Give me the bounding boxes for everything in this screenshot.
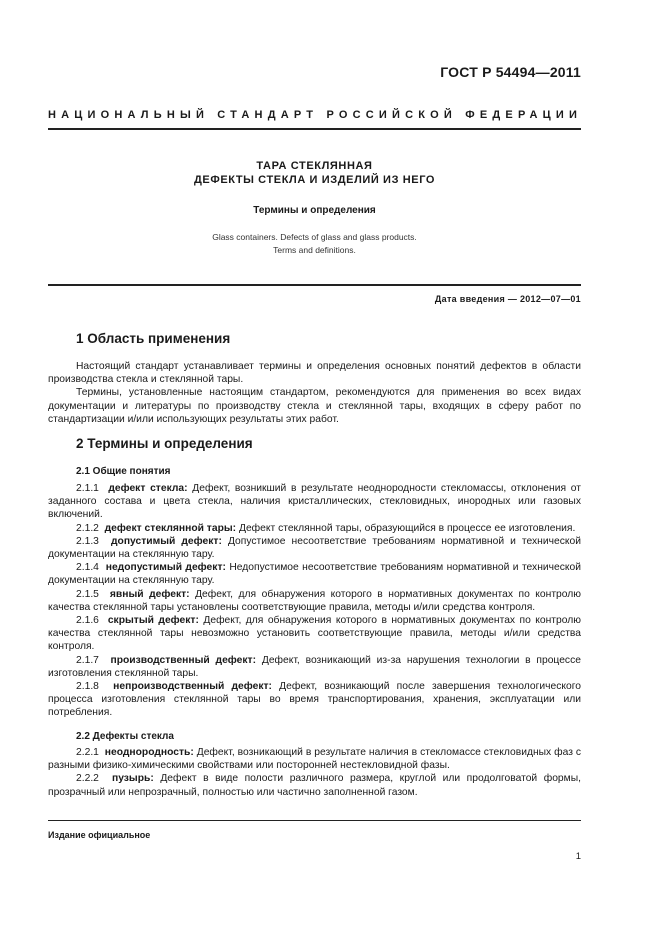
term-entry — [48, 746, 581, 772]
term-entry — [48, 654, 581, 680]
term-name: скрытый дефект: — [107, 615, 199, 627]
term-number: 2.1.1 — [76, 483, 99, 494]
term-entry — [48, 561, 581, 587]
term-number: 2.1.5 — [76, 588, 99, 600]
term-entry — [48, 522, 581, 535]
section-2-heading: 2 Термины и определения — [76, 436, 253, 451]
term-number: 2.1.3 — [76, 535, 99, 547]
term-name: пузырь: — [112, 773, 154, 785]
footer-rule — [48, 820, 581, 821]
section-1-body — [48, 360, 581, 426]
term-entry — [48, 680, 581, 720]
subsection-2-2-heading: 2.2 Дефекты стекла — [76, 731, 174, 742]
term-name: явный дефект: — [109, 588, 190, 600]
gost-number: ГОСТ Р 54494—2011 — [440, 64, 581, 80]
document-subtitle: Термины и определения — [253, 205, 376, 216]
subsection-2-1-body — [48, 482, 581, 720]
term-definition: Дефект в виде полости различного размера, круглой или продолговатой формы, прозрачный или непрозрачный, полностью или частично заполненной газом. — [48, 773, 581, 798]
term-name: непроизводственный дефект: — [113, 681, 272, 693]
header-rule — [48, 128, 581, 130]
section-1-heading: 1 Область применения — [76, 331, 231, 346]
title-rule — [48, 284, 581, 286]
term-number: 2.2.1 — [76, 747, 99, 758]
english-title — [48, 231, 581, 257]
term-definition: Дефект, для обнаружения которого в нормативных документах по контролю качества стеклянной тары невозможно установить соответствующие правила, методы и/или средства контроля. — [48, 615, 581, 653]
term-entry — [48, 772, 581, 798]
english-title-line-1: Glass containers. Defects of glass and glass products. — [212, 232, 417, 242]
term-definition: Дефект стеклянной тары, образующийся в процессе ее изготовления. — [238, 522, 576, 534]
term-definition: Дефект, возникающий в результате наличия в стекломассе стекловидных фаз с разными физико-химическими свойствами или посторонней нестекловидной фазы. — [48, 747, 581, 772]
section-1-paragraph-2: Термины, установленные настоящим стандартом, рекомендуются для применения во всех видах документации и литературы по производству стекла и стеклянной тары, входящих в сферу работ по стандартизации и/или использующих результаты этих работ. — [48, 387, 581, 425]
term-definition: Дефект, для обнаружения которого в нормативных документах по контролю качества стеклянной тары установлены соответствующие правила, методы и/или средства контроля. — [48, 588, 581, 613]
term-number: 2.1.2 — [76, 522, 99, 534]
term-definition: Дефект, возникающий из-за нарушения технологии в процессе изготовления стеклянной тары. — [48, 654, 581, 679]
title-line-2: ДЕФЕКТЫ СТЕКЛА И ИЗДЕЛИЙ ИЗ НЕГО — [193, 174, 436, 186]
term-name: производственный дефект: — [110, 654, 257, 666]
term-name: дефект стекла: — [108, 483, 188, 494]
national-standard-banner: НАЦИОНАЛЬНЫЙ СТАНДАРТ РОССИЙСКОЙ ФЕДЕРАЦИИ — [48, 109, 583, 121]
introduction-date: Дата введения — 2012—07—01 — [434, 294, 581, 304]
term-name: недопустимый дефект: — [105, 562, 226, 574]
term-number: 2.1.4 — [76, 562, 99, 574]
term-definition: Дефект, возникающий после завершения технологического процесса изготовления стеклянной тары во время транспортирования, хранения, эксплуатации или потребления. — [48, 681, 581, 719]
term-number: 2.1.6 — [76, 615, 99, 627]
term-name: дефект стеклянной тары: — [104, 522, 237, 534]
term-definition: Дефект, возникший в результате неоднородности стекломассы, отклонения от заданного состава и цвета стекла, наличия кристаллических, стекловидных, инородных или газовых включений. — [48, 483, 581, 521]
page-number: 1 — [575, 851, 581, 862]
english-title-line-2: Terms and definitions. — [273, 245, 356, 255]
term-name: неоднородность: — [104, 747, 194, 758]
term-entry — [48, 482, 581, 522]
term-number: 2.2.2 — [76, 773, 99, 785]
document-title — [48, 159, 581, 187]
title-line-1: ТАРА СТЕКЛЯННАЯ — [256, 160, 373, 172]
term-entry — [48, 614, 581, 654]
subsection-2-2-body — [48, 746, 581, 799]
subsection-2-1-heading: 2.1 Общие понятия — [76, 466, 171, 477]
term-entry — [48, 535, 581, 561]
term-definition: Допустимое несоответствие требованиям нормативной и технической документации на стеклянную тару. — [48, 535, 581, 561]
term-definition: Недопустимое несоответствие требованиям нормативной и технической документации на стеклянную тару. — [48, 562, 581, 587]
edition-label: Издание официальное — [48, 830, 151, 840]
term-entry — [48, 588, 581, 614]
term-number: 2.1.8 — [76, 681, 99, 693]
section-1-paragraph-1: Настоящий стандарт устанавливает термины и определения основных понятий дефектов в области производства стекла и стеклянной тары. — [48, 361, 581, 386]
term-number: 2.1.7 — [76, 654, 99, 666]
term-name: допустимый дефект: — [111, 535, 222, 547]
